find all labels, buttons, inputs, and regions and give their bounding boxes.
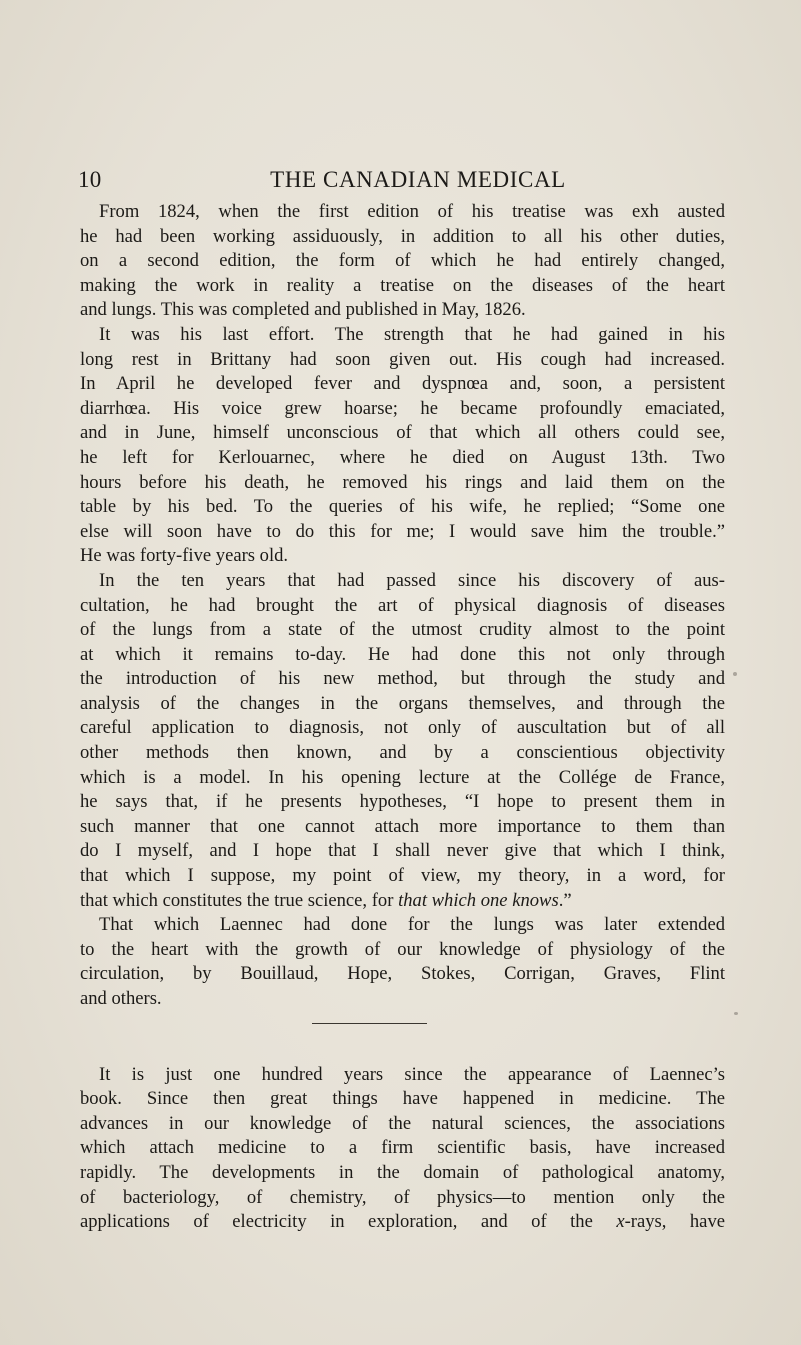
text-line: In the ten years that had passed since his discovery of aus-	[99, 569, 725, 591]
text-line-xrays	[80, 1210, 725, 1235]
text-line: It is just one hundred years since the appearance of Laennec’s	[99, 1063, 725, 1085]
text-line: which is a model. In his opening lecture at the Collége de France,	[80, 766, 725, 788]
paragraph	[80, 1063, 725, 1235]
text-line: From 1824, when the first edition of his treatise was exh austed	[99, 201, 725, 222]
text-line: In April he developed fever and dyspnœa and, soon, a persistent	[80, 373, 725, 395]
page-number: 10	[78, 167, 102, 192]
text-run: -rays, have	[624, 1211, 725, 1233]
paragraph	[80, 323, 725, 569]
text-line: book. Since then great things have happened in medicine. The	[80, 1088, 725, 1110]
text-line: cultation, he had brought the art of physical diagnosis of diseases	[80, 594, 725, 616]
text-line: such manner that one cannot attach more importance to them than	[80, 815, 725, 837]
text-line: of the lungs from a state of the utmost crudity almost to the point	[80, 619, 725, 641]
section-divider-rule	[312, 1023, 427, 1024]
text-run: applications of electricity in exploration, and of the	[80, 1211, 617, 1233]
paragraph	[80, 913, 725, 1011]
text-run: that which constitutes the true science, for	[80, 889, 399, 911]
text-line: hours before his death, he removed his rings and laid them on the	[80, 471, 725, 493]
text-line: That which Laennec had done for the lungs was later extended	[99, 914, 725, 936]
text-line: he left for Kerlouarnec, where he died on August 13th. Two	[80, 446, 725, 468]
text-line: analysis of the changes in the organs themselves, and through the	[80, 692, 725, 714]
text-run: .”	[558, 889, 572, 911]
italic-letter: x	[616, 1211, 625, 1233]
text-line: It was his last effort. The strength that he had gained in his	[99, 323, 725, 345]
text-line: diarrhœa. His voice grew hoarse; he became profoundly emaciated,	[80, 397, 725, 419]
paper-speck	[734, 1012, 738, 1015]
page-header	[78, 166, 728, 196]
running-head: THE CANADIAN MEDICAL	[270, 167, 566, 192]
text-line: and lungs. This was completed and published in May, 1826.	[80, 299, 526, 321]
text-line: that which I suppose, my point of view, my theory, in a word, for	[80, 865, 725, 887]
paragraph	[80, 569, 725, 913]
text-line: do I myself, and I hope that I shall never give that which I think,	[80, 840, 725, 862]
text-line: circulation, by Bouillaud, Hope, Stokes, Corrigan, Graves, Flint	[80, 963, 725, 985]
text-line: else will soon have to do this for me; I would save him the trouble.”	[80, 520, 725, 542]
text-line: advances in our knowledge of the natural sciences, the associations	[80, 1112, 725, 1134]
text-line: making the work in reality a treatise on the diseases of the heart	[80, 274, 725, 296]
text-line: of bacteriology, of chemistry, of physics—to mention only the	[80, 1186, 725, 1208]
text-line: He was forty-five years old.	[80, 545, 289, 567]
text-line: other methods then known, and by a conscientious objectivity	[80, 742, 725, 764]
text-line: table by his bed. To the queries of his wife, he replied; “Some one	[80, 496, 725, 518]
text-line: careful application to diagnosis, not only of auscultation but of all	[80, 717, 725, 739]
text-line: on a second edition, the form of which he had entirely changed,	[80, 250, 725, 272]
text-line: at which it remains to-day. He had done this not only through	[80, 643, 725, 665]
text-line: which attach medicine to a firm scientific basis, have increased	[80, 1137, 725, 1159]
text-line: and in June, himself unconscious of that which all others could see,	[80, 422, 725, 444]
paper-speck	[733, 672, 737, 676]
italic-phrase: that which one knows	[398, 889, 559, 911]
text-line: the introduction of his new method, but through the study and	[80, 668, 725, 690]
text-line-italic-quote	[80, 889, 725, 914]
text-line: long rest in Brittany had soon given out. His cough had increased.	[80, 348, 725, 370]
text-line: to the heart with the growth of our knowledge of physiology of the	[80, 938, 725, 960]
text-line: and others.	[80, 988, 162, 1009]
text-line: he had been working assiduously, in addition to all his other duties,	[80, 225, 725, 247]
body-text	[80, 200, 725, 1235]
paragraph	[80, 200, 725, 323]
text-line: rapidly. The developments in the domain of pathological anatomy,	[80, 1161, 725, 1183]
text-line: he says that, if he presents hypotheses, “I hope to present them in	[80, 791, 725, 813]
